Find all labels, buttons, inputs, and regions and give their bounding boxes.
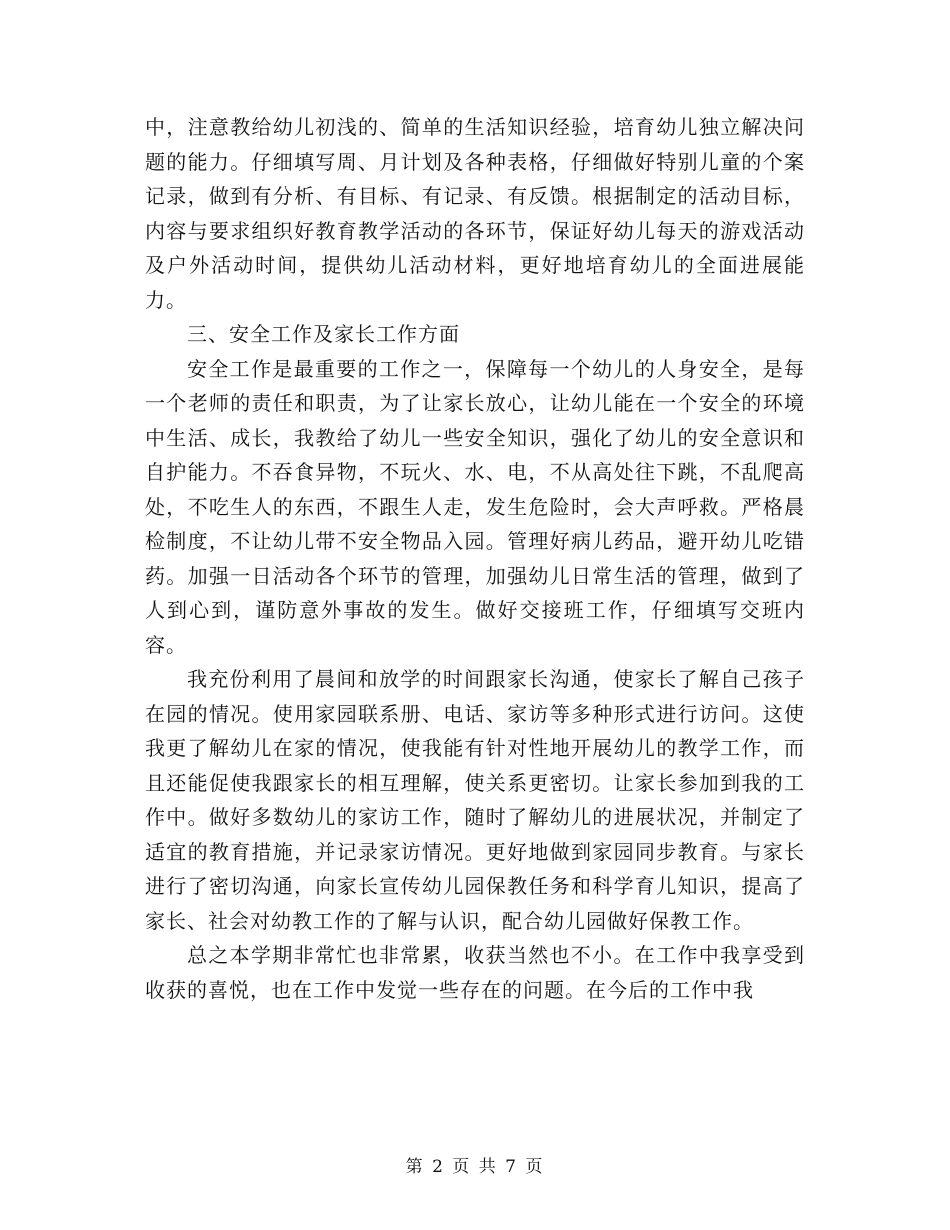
paragraph-continued: 中，注意教给幼儿初浅的、简单的生活知识经验，培育幼儿独立解决问题的能力。仔细填写周、月计划及各种表格，仔细做好特别儿童的个案记录，做到有分析、有目标、有记录、有反馈。根据制定的活动目标，内容与要求组织好教育教学活动的各环节，保证好幼儿每天的游戏活动及户外活动时间，提供幼儿活动材料，更好地培育幼儿的全面进展能力。	[145, 115, 805, 312]
paragraph-summary: 总之本学期非常忙也非常累，收获当然也不小。在工作中我享受到收获的喜悦，也在工作中发觉一些存在的问题。在今后的工作中我	[145, 943, 805, 1002]
section-heading: 三、安全工作及家长工作方面	[187, 322, 460, 346]
document-body	[145, 110, 805, 1007]
page-number-footer: 第 2 页 共 7 页	[405, 1157, 545, 1177]
paragraph-parents: 我充份利用了晨间和放学的时间跟家长沟通，使家长了解自己孩子在园的情况。使用家园联系册、电话、家访等多种形式进行访问。这使我更了解幼儿在家的情况，使我能有针对性地开展幼儿的教学工作，而且还能促使我跟家长的相互理解，使关系更密切。让家长参加到我的工作中。做好多数幼儿的家访工作，随时了解幼儿的进展状况，并制定了适宜的教育措施，并记录家访情况。更好地做到家园同步教育。与家长进行了密切沟通，向家长宣传幼儿园保教任务和科学育儿知识，提高了家长、社会对幼教工作的了解与认识，配合幼儿园做好保教工作。	[145, 667, 805, 933]
paragraph-safety: 安全工作是最重要的工作之一，保障每一个幼儿的人身安全，是每一个老师的责任和职责，为了让家长放心，让幼儿能在一个安全的环境中生活、成长，我教给了幼儿一些安全知识，强化了幼儿的安全意识和自护能力。不吞食异物，不玩火、水、电，不从高处往下跳，不乱爬高处，不吃生人的东西，不跟生人走，发生危险时，会大声呼救。严格晨检制度，不让幼儿带不安全物品入园。管理好病儿药品，避开幼儿吃错药。加强一日活动各个环节的管理，加强幼儿日常生活的管理，做到了人到心到，谨防意外事故的发生。做好交接班工作，仔细填写交班内容。	[145, 356, 805, 657]
